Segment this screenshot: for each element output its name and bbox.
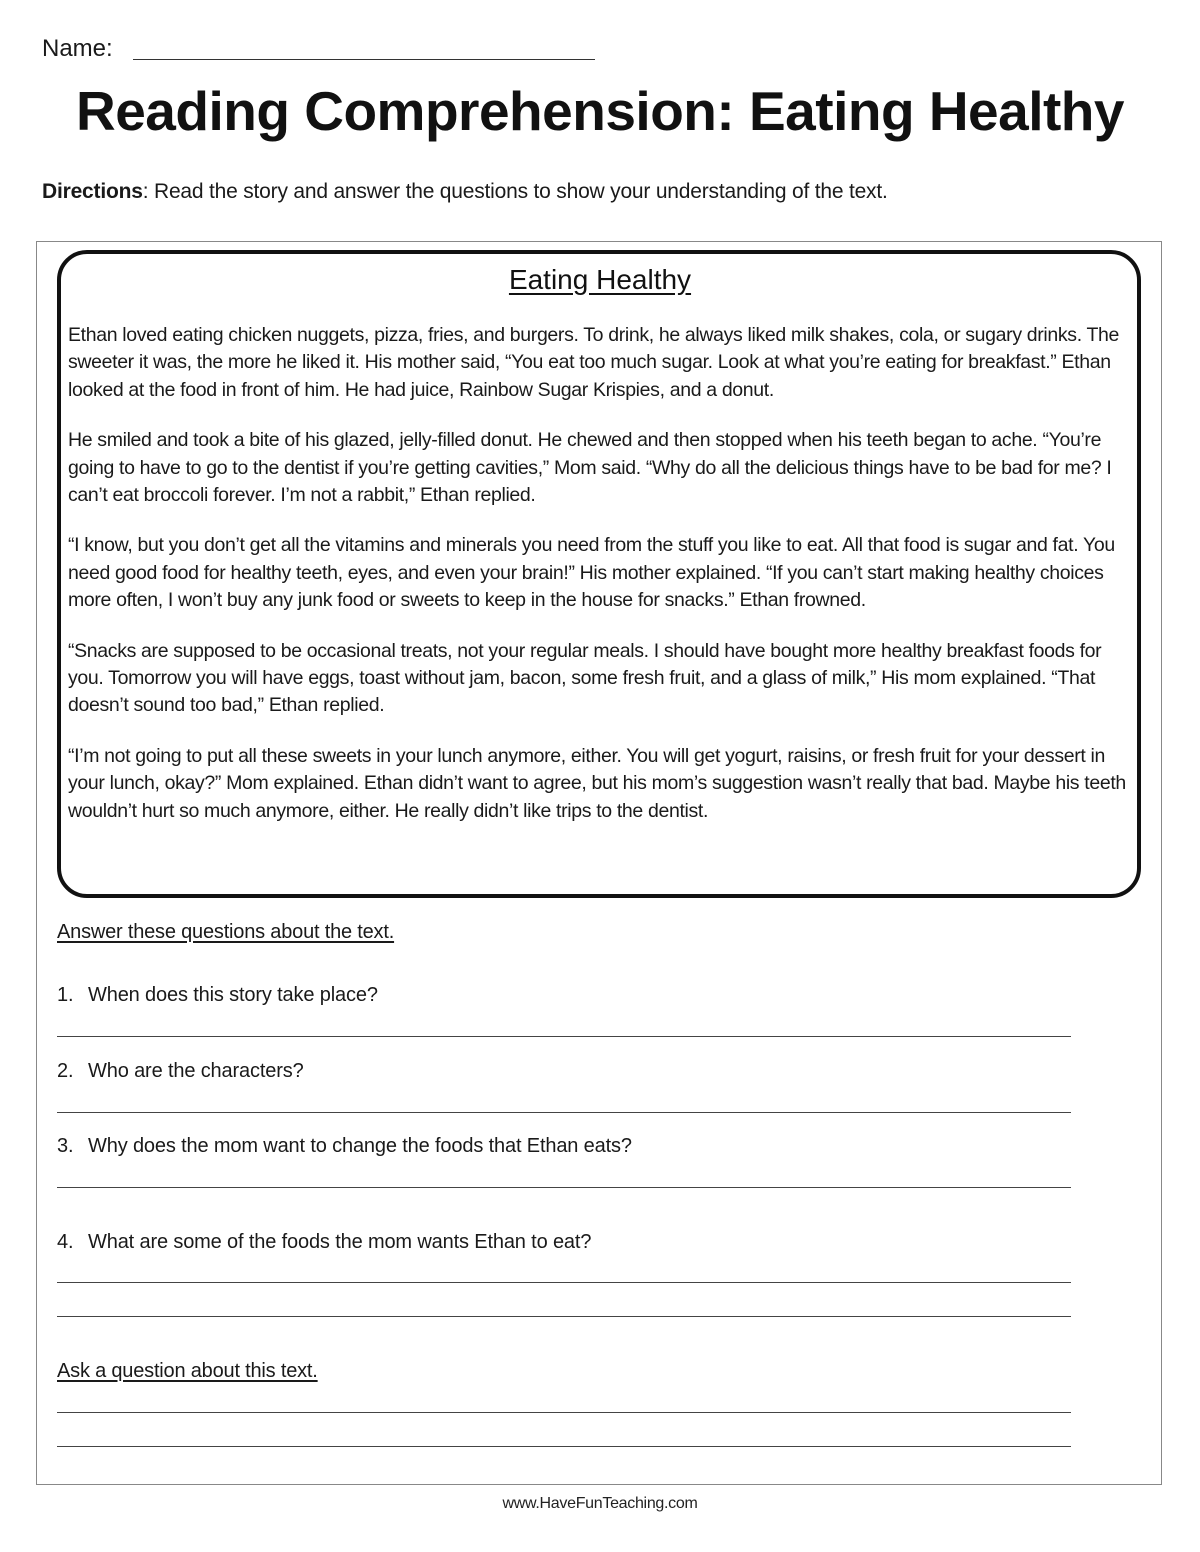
question-3	[57, 1133, 632, 1159]
footer-site: www.HaveFunTeaching.com	[502, 1495, 698, 1512]
story-title: Eating Healthy	[508, 264, 692, 295]
question-3-text: Why does the mom want to change the foods that Ethan eats?	[88, 1135, 632, 1157]
story-paragraph-5: “I’m not going to put all these sweets in your lunch anymore, either. You will get yogurt, raisins, or fresh fruit for your dessert in your lunch, okay?” Mom explained. Ethan didn’t want to agree, but his mom’s suggestion wasn’t really that bad. Maybe his teeth wouldn’t hurt so much anymore, either. He really didn’t like trips to the dentist.	[68, 744, 1126, 822]
ask-question-heading: Ask a question about this text.	[57, 1360, 318, 1382]
question-1-text: When does this story take place?	[88, 984, 378, 1006]
ask-answer-line-1[interactable]	[57, 1412, 1071, 1413]
directions-label: Directions	[42, 180, 143, 203]
story-body	[68, 322, 1134, 848]
question-2-text: Who are the characters?	[88, 1060, 304, 1082]
name-label: Name:	[42, 35, 113, 62]
question-2-number: 2.	[57, 1060, 74, 1082]
answer-line-3[interactable]	[57, 1187, 1071, 1188]
question-3-number: 3.	[57, 1135, 74, 1157]
answer-line-4b[interactable]	[57, 1316, 1071, 1317]
question-1	[57, 982, 378, 1008]
name-input-line[interactable]	[133, 59, 595, 60]
directions	[42, 178, 888, 206]
ask-answer-line-2[interactable]	[57, 1446, 1071, 1447]
story-paragraph-4: “Snacks are supposed to be occasional treats, not your regular meals. I should have bought more healthy breakfast foods for you. Tomorrow you will have eggs, toast without jam, bacon, some fresh fruit, and a glass of milk,” His mom explained. “That doesn’t sound too bad,” Ethan replied.	[68, 639, 1102, 717]
story-paragraph-3: “I know, but you don’t get all the vitamins and minerals you need from the stuff you like to eat. All that food is sugar and fat. You need good food for healthy teeth, eyes, and even your brain!” His mother explained. “If you can’t start making healthy choices more often, I won’t buy any junk food or sweets to keep in the house for snacks.” Ethan frowned.	[68, 534, 1115, 612]
question-1-number: 1.	[57, 984, 74, 1006]
page-title: Reading Comprehension: Eating Healthy	[75, 80, 1124, 142]
question-4-number: 4.	[57, 1231, 74, 1253]
questions-heading: Answer these questions about the text.	[57, 921, 395, 943]
story-paragraph-1: Ethan loved eating chicken nuggets, pizza, fries, and burgers. To drink, he always liked milk shakes, cola, or sugary drinks. The sweeter it was, the more he liked it. His mother said, “You eat too much sugar. Look at what you’re eating for breakfast.” Ethan looked at the food in front of him. He had juice, Rainbow Sugar Krispies, and a donut.	[68, 324, 1120, 401]
story-paragraph-2: He smiled and took a bite of his glazed, jelly-filled donut. He chewed and then stopped when his teeth began to ache. “You’re going to have to go to the dentist if you’re getting cavities,” Mom said. “Why do all the delicious things have to be bad for me? I can’t eat broccoli forever. I’m not a rabbit,” Ethan replied.	[68, 429, 1112, 507]
name-row	[42, 34, 595, 64]
directions-text: : Read the story and answer the questions to show your understanding of the text.	[142, 180, 888, 203]
question-4	[57, 1229, 591, 1255]
answer-line-2[interactable]	[57, 1112, 1071, 1113]
question-4-text: What are some of the foods the mom wants Ethan to eat?	[88, 1231, 592, 1253]
question-2	[57, 1058, 304, 1084]
answer-line-4a[interactable]	[57, 1282, 1071, 1283]
answer-line-1[interactable]	[57, 1036, 1071, 1037]
